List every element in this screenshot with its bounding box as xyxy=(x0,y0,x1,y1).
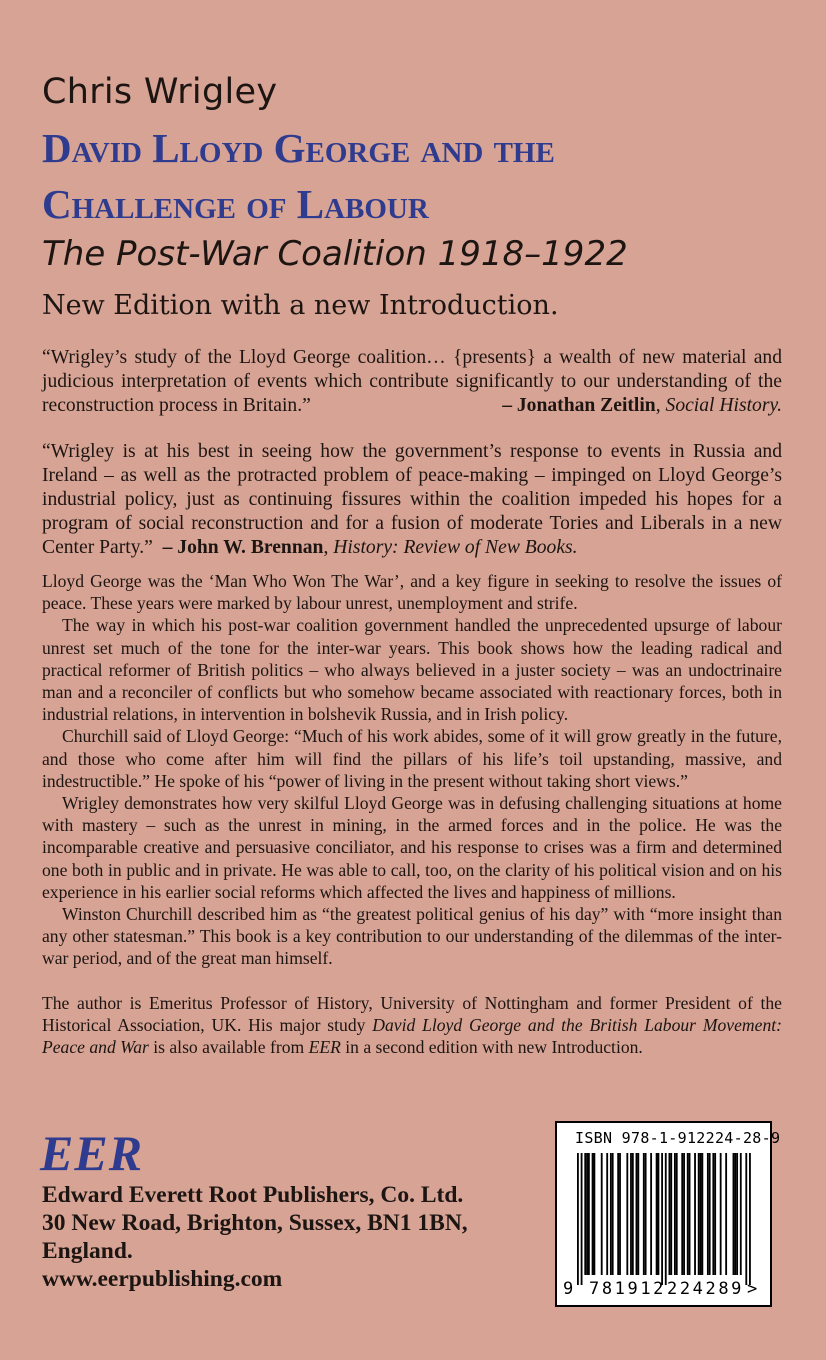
barcode-bar xyxy=(601,1153,603,1275)
publisher-address-line-1: 30 New Road, Brighton, Sussex, BN1 1BN, xyxy=(42,1210,468,1236)
barcode-bar xyxy=(725,1153,727,1275)
publisher-address-line-2: England. xyxy=(42,1238,133,1264)
barcode-bar xyxy=(619,1153,621,1275)
barcode-bar xyxy=(749,1153,751,1285)
isbn-barcode xyxy=(555,1121,781,1307)
blurb-paragraph: The way in which his post-war coalition government handled the unprecedented upsurge of labour unrest set much of the tone for the inter-war years. This book shows how the leading radical and practical reformer of British politics – who always believed in a juster society – was an undoctrinaire man and a reconciler of conflicts but who somehow became associated with reactionary forces, both in industrial relations, in intervention in bolshevik Russia, and in Irish policy. xyxy=(42,615,782,725)
edition-note: New Edition with a new Introduction. xyxy=(42,290,559,321)
barcode-bar xyxy=(637,1153,639,1275)
barcode-bar xyxy=(694,1153,696,1275)
author-bio-publisher: EER xyxy=(308,1037,341,1058)
barcode-bar xyxy=(584,1153,586,1275)
barcode-bar xyxy=(689,1153,691,1275)
barcode-bar xyxy=(610,1153,612,1275)
barcode-bar xyxy=(745,1153,747,1285)
barcode-bar xyxy=(630,1153,632,1275)
barcode-bar xyxy=(593,1153,595,1275)
reviewer-name: – Jonathan Zeitlin xyxy=(502,395,656,416)
book-title-line-2: Challenge of Labour xyxy=(42,181,429,227)
barcode-digit-first: 9 xyxy=(563,1279,574,1299)
barcode-bar xyxy=(700,1153,702,1275)
author-bio xyxy=(42,992,782,1059)
reviewer-name: – John W. Brennan xyxy=(162,537,324,558)
barcode-bar xyxy=(581,1153,583,1285)
barcode-bar xyxy=(617,1153,619,1275)
barcode-bar xyxy=(740,1153,742,1275)
barcode-bar xyxy=(643,1153,645,1275)
review-attribution: – John W. Brennan, History: Review of New Books. xyxy=(162,537,578,558)
book-subtitle: The Post-War Coalition 1918–1922 xyxy=(42,234,628,274)
barcode-bar xyxy=(586,1153,588,1275)
barcode-digit-left-group: 781912 xyxy=(589,1279,667,1299)
blurb-paragraph: Winston Churchill described him as “the greatest political genius of his day” with “more insight than any other statesman.” This book is a key contribution to our understanding of the dilemmas of the inter-war period, and of the great man himself. xyxy=(42,904,782,969)
barcode-bar xyxy=(650,1153,652,1275)
barcode-bar xyxy=(658,1153,660,1275)
author-bio-middle: is also available from xyxy=(148,1037,309,1058)
barcode-bar xyxy=(669,1153,671,1275)
barcode-bar xyxy=(734,1153,736,1275)
barcode-bar xyxy=(701,1153,703,1275)
barcode-bar xyxy=(577,1153,579,1285)
barcode-bar xyxy=(709,1153,711,1275)
barcode-bar xyxy=(665,1153,667,1285)
review-quote-1 xyxy=(42,346,782,418)
barcode-bar xyxy=(606,1153,608,1275)
blurb-paragraph: Churchill said of Lloyd George: “Much of his work abides, some of it will grow greatly in the future, and those who come after him will find the pillars of his life’s toil upstanding, massive, and indestructible.” He spoke of his “power of living in the present without taking short views.” xyxy=(42,726,782,791)
publisher-logo: EER xyxy=(40,1125,144,1181)
author-bio-tail: in a second edition with new Introduction. xyxy=(340,1037,643,1058)
author-bio-book-title: David Lloyd George and the British Labour Movement: Peace and War xyxy=(42,1014,782,1058)
barcode-bar xyxy=(733,1153,735,1275)
barcode-bar xyxy=(670,1153,672,1275)
blurb-body xyxy=(42,570,782,1058)
barcode-bar xyxy=(626,1153,628,1275)
barcode-bar xyxy=(636,1153,638,1275)
barcode-bars xyxy=(557,1123,770,1305)
barcode-bar xyxy=(683,1153,685,1275)
review-quote-text: “Wrigley’s study of the Lloyd George coalition… {presents} a wealth of new material and judicious interpretation of events which contribute significantly to our understanding of the reconstruction process in Britain.” xyxy=(42,347,782,416)
review-quote-2 xyxy=(42,440,782,560)
author-bio-lead: The author is Emeritus Professor of History, University of Nottingham and former President of the Historical Association, UK. His major study xyxy=(42,992,782,1035)
barcode-bar xyxy=(588,1153,590,1275)
barcode-bar xyxy=(707,1153,709,1275)
barcode-bar xyxy=(661,1153,663,1285)
barcode-bar xyxy=(632,1153,634,1275)
book-title-line-1: David Lloyd George and the xyxy=(42,125,555,171)
barcode-bar xyxy=(674,1153,676,1275)
barcode-bar xyxy=(720,1153,722,1275)
barcode-bar xyxy=(645,1153,647,1275)
barcode-bar xyxy=(676,1153,678,1275)
barcode-bar xyxy=(712,1153,714,1275)
review-source: Social History. xyxy=(665,395,782,416)
review-quote-text: “Wrigley is at his best in seeing how the government’s response to events in Russia and Ireland – as well as the protracted problem of peace-making – impinged on Lloyd George’s industrial policy, just as continuing fissures within the coalition impeded his hopes for a program of social reconstruction and for a fusion of moderate Tories and Liberals in a new Center Party.” xyxy=(42,441,782,558)
barcode-digit-right-group: 224289 xyxy=(667,1279,745,1299)
barcode-bar xyxy=(681,1153,683,1275)
barcode-bar xyxy=(698,1153,700,1275)
review-source: History: Review of New Books. xyxy=(333,537,578,558)
publisher-website: www.eerpublishing.com xyxy=(42,1266,283,1292)
publisher-name: Edward Everett Root Publishers, Co. Ltd. xyxy=(42,1182,464,1208)
blurb-paragraph: Wrigley demonstrates how very skilful Lloyd George was in defusing challenging situations at home with mastery – such as the unrest in mining, in the armed forces and in the police. He was the incomparable creative and persuasive conciliator, and his response to crises was a firm and determined one both in public and in private. He was able to call, too, on the clarity of his political vision and on his experience in his earlier social reforms which affected the lives and happiness of millions. xyxy=(42,793,782,902)
isbn-label: ISBN 978-1-912224-28-9 xyxy=(575,1129,781,1147)
barcode-bar xyxy=(736,1153,738,1275)
author-name: Chris Wrigley xyxy=(42,72,278,112)
barcode-bar xyxy=(714,1153,716,1275)
barcode-bar xyxy=(592,1153,594,1275)
barcode-bar xyxy=(656,1153,658,1275)
barcode-quiet-mark: > xyxy=(747,1279,758,1299)
review-attribution: – Jonathan Zeitlin, Social History. xyxy=(502,395,782,416)
barcode-bar xyxy=(612,1153,614,1275)
blurb-paragraph: Lloyd George was the ‘Man Who Won The War’, and a key figure in seeking to resolve the issues of peace. These years were marked by labour unrest, unemployment and strife. xyxy=(42,571,782,614)
barcode-bar xyxy=(687,1153,689,1275)
publisher-info xyxy=(42,1181,468,1293)
